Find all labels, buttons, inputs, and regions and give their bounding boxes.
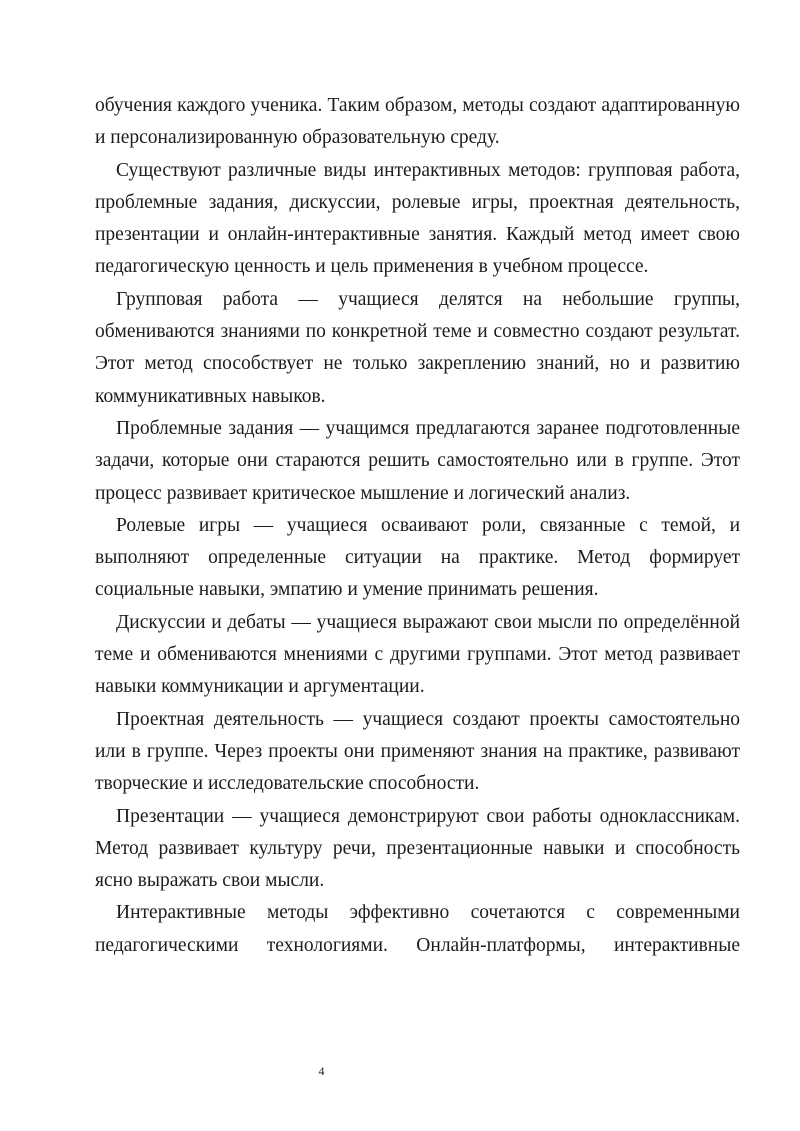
page-number: 4 bbox=[318, 1064, 325, 1078]
paragraph-2: Существуют различные виды интерактивных методов: групповая работа, проблемные задания, дискуссии, ролевые игры, проектная деятельность, презентации и онлайн-интерактивные занятия. Каждый метод имеет свою педагогическую ценность и цель применения в учебном процессе. bbox=[95, 159, 740, 278]
paragraph-4: Проблемные задания — учащимся предлагаются заранее подготовленные задачи, которые они стараются решить самостоятельно или в группе. Этот процесс развивает критическое мышление и логический анализ. bbox=[95, 417, 740, 504]
paragraph-5: Ролевые игры — учащиеся осваивают роли, связанные с темой, и выполняют определенные ситуации на практике. Метод формирует социальные навыки, эмпатию и умение принимать решения. bbox=[95, 514, 740, 601]
paragraph-7: Проектная деятельность — учащиеся создают проекты самостоятельно или в группе. Через проекты они применяют знания на практике, развивают творческие и исследовательские способности. bbox=[95, 708, 740, 795]
paragraph-1: обучения каждого ученика. Таким образом, методы создают адаптированную и персонализированную образовательную среду. bbox=[95, 95, 740, 149]
paragraph-6: Дискуссии и дебаты — учащиеся выражают свои мысли по определённой теме и обмениваются мнениями с другими группами. Этот метод развивает навыки коммуникации и аргументации. bbox=[95, 611, 740, 698]
paragraph-3: Групповая работа — учащиеся делятся на небольшие группы, обмениваются знаниями по конкретной теме и совместно создают результат. Этот метод способствует не только закреплению знаний, но и развитию коммуникативных навыков. bbox=[95, 288, 740, 407]
paragraph-9: Интерактивные методы эффективно сочетаются с современными педагогическими технологиями. Онлайн-платформы, интерактивные bbox=[95, 902, 740, 956]
body-text bbox=[95, 90, 740, 962]
paragraph-8: Презентации — учащиеся демонстрируют свои работы одноклассникам. Метод развивает культуру речи, презентационные навыки и способность ясно выражать свои мысли. bbox=[95, 805, 740, 892]
